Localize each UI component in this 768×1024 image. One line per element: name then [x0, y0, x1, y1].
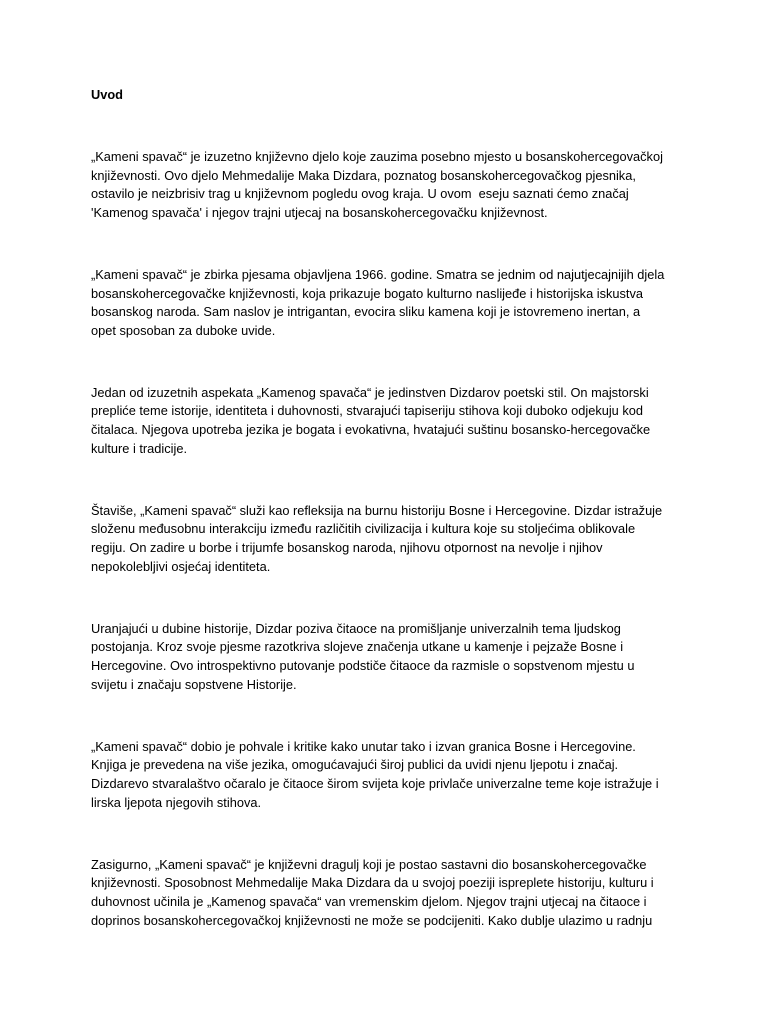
paragraph — [91, 266, 751, 341]
paragraph-line: prepliće teme istorije, identiteta i duhovnosti, stvarajući tapiseriju stihova koji duboko odjekuju kod — [91, 403, 643, 419]
paragraph — [91, 620, 751, 695]
paragraph-line: postojanja. Kroz svoje pjesme razotkriva slojeve značenja utkane u kamenje i pejzaže Bosne i — [91, 639, 624, 655]
paragraph-line: Hercegovine. Ovo introspektivno putovanje podstiče čitaoce da razmisle o sopstvenom mjestu u — [91, 658, 635, 673]
paragraph-line: Jedan od izuzetnih aspekata „Kamenog spavača“ je jedinstven Dizdarov poetski stil. On majstorski — [91, 384, 649, 400]
paragraph-line: kulture i tradicije. — [91, 440, 188, 456]
paragraph — [91, 502, 751, 577]
paragraph-line: Štaviše, „Kameni spavač“ služi kao refleksija na burnu historiju Bosne i Hercegovine. Dizdar istražuje — [91, 502, 663, 518]
paragraph-line: književnosti. Sposobnost Mehmedalije Maka Dizdara da u svojoj poeziji ispreplete historiju, kulturu i — [91, 875, 654, 891]
paragraph-line: Zasigurno, „Kameni spavač“ je književni dragulj koji je postao sastavni dio bosanskohercegovačke — [91, 856, 647, 872]
paragraph-line: nepokolebljivi osjećaj identiteta. — [91, 558, 271, 574]
paragraph-line: ostavilo je neizbrisiv trag u književnom pogledu ovog kraja. U ovom eseju saznati ćemo značaj — [91, 186, 629, 202]
section-heading: Uvod — [91, 87, 123, 102]
paragraph-line: „Kameni spavač“ je zbirka pjesama objavljena 1966. godine. Smatra se jednim od najutjecajnijih djela — [91, 266, 665, 282]
paragraph-line: doprinos bosanskohercegovačkoj književnosti ne može se podcijeniti. Kako dublje ulazimo u radnju — [91, 912, 653, 928]
document-body — [91, 86, 751, 930]
paragraph-line: Knjiga je prevedena na više jezika, omogućavajući široj publici da uvidi njenu ljepotu i značaj. — [91, 757, 619, 773]
paragraph — [91, 738, 751, 813]
paragraph-line: Uranjajući u dubine historije, Dizdar poziva čitaoce na promišljanje univerzalnih tema ljudskog — [91, 620, 621, 636]
paragraph-line: „Kameni spavač“ dobio je pohvale i kritike kako unutar tako i izvan granica Bosne i Hercegovine. — [91, 738, 636, 754]
paragraph-line: bosanskog naroda. Sam naslov je intrigantan, evocira sliku kamena koji je istovremeno inertan, a — [91, 304, 641, 320]
paragraph-line: složenu međusobnu interakciju između različitih civilizacija i kultura koje su stoljećima oblikovale — [91, 521, 636, 537]
paragraph-line: regiju. On zadire u borbe i trijumfe bosanskog naroda, njihovu otpornost na nevolje i njihov — [91, 540, 603, 556]
paragraph-line: bosanskohercegovačke književnosti, koja prikazuje bogato kulturno naslijeđe i historijska iskustva — [91, 285, 643, 301]
paragraph-line: književnosti. Ovo djelo Mehmedalije Maka Dizdara, poznatog bosanskohercegovačkog pjesnika, — [91, 167, 636, 183]
paragraph-line: čitalaca. Njegova upotreba jezika je bogata i evokativna, hvatajući suštinu bosansko-hercegovačke — [91, 422, 651, 438]
paragraph-line: „Kameni spavač“ je izuzetno književno djelo koje zauzima posebno mjesto u bosanskohercegovačkoj — [91, 148, 663, 164]
paragraph-line: svijetu i značaju sopstvene Historije. — [91, 676, 297, 692]
paragraph — [91, 384, 751, 459]
paragraph-line: Dizdarevo stvaralaštvo očaralo je čitaoce širom svijeta koje privlače univerzalne teme koje istražuje i — [91, 775, 659, 791]
paragraph — [91, 148, 751, 223]
paragraph-line: lirska ljepota njegovih stihova. — [91, 794, 262, 810]
paragraph-line: duhovnost učinila je „Kamenog spavača“ van vremenskim djelom. Njegov trajni utjecaj na čitaoce i — [91, 893, 647, 909]
paragraph — [91, 856, 751, 931]
paragraph-line: opet sposoban za duboke uvide. — [91, 322, 276, 338]
paragraph-line: 'Kamenog spavača' i njegov trajni utjecaj na bosanskohercegovačku književnost. — [91, 204, 548, 220]
